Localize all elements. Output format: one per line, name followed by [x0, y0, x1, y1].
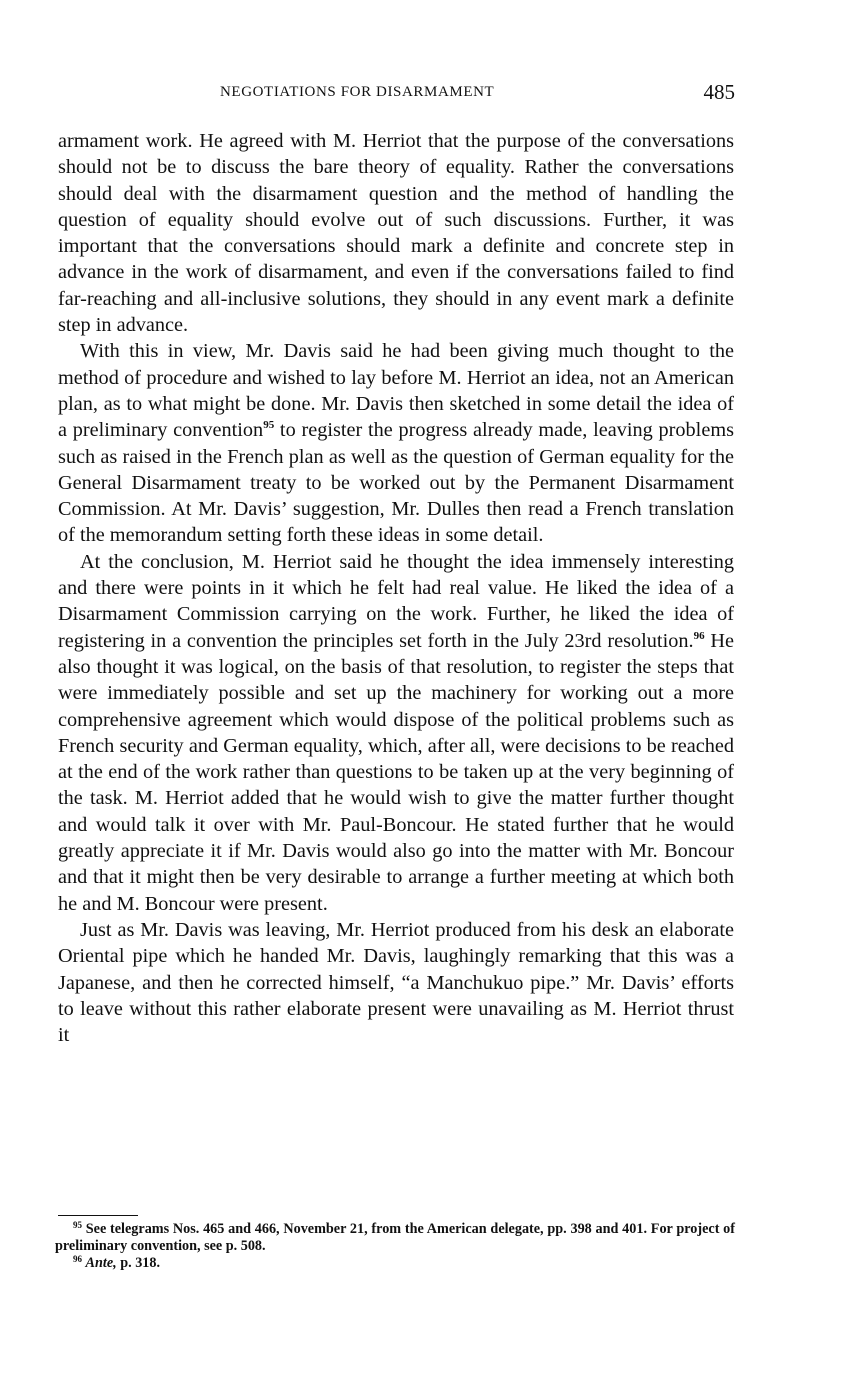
running-header [55, 80, 735, 110]
footnotes [55, 1221, 735, 1272]
paragraph-2 [58, 338, 734, 548]
body-text [58, 128, 734, 1048]
footnote-rule [58, 1215, 138, 1216]
paragraph-1: armament work. He agreed with M. Herriot that the purpose of the conversations should not be to discuss the bare theory of equality. Rather the conversations should deal with the disarmament question and the method of handling the question of equality should evolve out of such discussions. Further, it was important that the conversations should mark a definite and concrete step in advance in the work of disarmament, and even if the conversations failed to find far-reaching and all-inclusive solutions, they should in any event mark a definite step in advance. [58, 130, 734, 337]
page-number: 485 [703, 80, 735, 104]
footnote-95-text: See telegrams Nos. 465 and 466, November 21, from the American delegate, pp. 398 and 401. For project of preliminary convention, see p. 508. [55, 1221, 736, 1254]
paragraph-3 [58, 549, 734, 917]
footnote-96 [55, 1255, 735, 1272]
footnote-ref-96: 96 [693, 629, 705, 642]
footnote-96-italic: Ante, [85, 1255, 117, 1271]
footnote-ref-95: 95 [263, 419, 275, 432]
footnote-95 [55, 1221, 735, 1255]
paragraph-3-text-b: He also thought it was logical, on the basis of that resolution, to register the steps that were immediately possible and set up the machinery for working out a more comprehensive agreement which would dispose of the political problems such as French security and German equality, which, after all, were decisions to be reached at the end of the work rather than questions to be taken up at the very beginning of the task. M. Herriot added that he would wish to give the matter further thought and would talk it over with Mr. Paul-Boncour. He stated further that he would greatly appreciate it if Mr. Davis would also go into the matter with Mr. Boncour and that it might then be very desirable to arrange a further meeting at which both he and M. Boncour were present. [58, 629, 735, 915]
running-title: NEGOTIATIONS FOR DISARMAMENT [220, 84, 495, 100]
footnote-96-text: p. 318. [116, 1255, 161, 1271]
footnote-mark-96: 96 [73, 1254, 82, 1264]
footnote-mark-95: 95 [73, 1220, 82, 1230]
paragraph-4: Just as Mr. Davis was leaving, Mr. Herriot produced from his desk an elaborate Oriental pipe which he handed Mr. Davis, laughingly remarking that this was a Japanese, and then he corrected himself, “a Manchukuo pipe.” Mr. Davis’ efforts to leave without this rather elaborate present were unavailing as M. Herriot thrust it [58, 918, 734, 1047]
paragraph-3-text-a: At the conclusion, M. Herriot said he thought the idea immensely interesting and there were points in it which he felt had real value. He liked the idea of a Disarmament Commission carrying on the work. Further, he liked the idea of registering in a convention the principles set forth in the July 23rd resolution. [58, 550, 734, 652]
paragraph-2-text-b: to register the progress already made, leaving problems such as raised in the French plan as well as the question of German equality for the General Disarmament treaty to be worked out by the Permanent Disarmament Commission. At Mr. Davis’ suggestion, Mr. Dulles then read a French translation of the memorandum setting forth these ideas in some detail. [58, 419, 734, 547]
paragraph-2-text-a: With this in view, Mr. Davis said he had been giving much thought to the method of procedure and wished to lay before M. Herriot an idea, not an American plan, as to what might be done. Mr. Davis then sketched in some detail the idea of a preliminary convention [58, 340, 734, 442]
